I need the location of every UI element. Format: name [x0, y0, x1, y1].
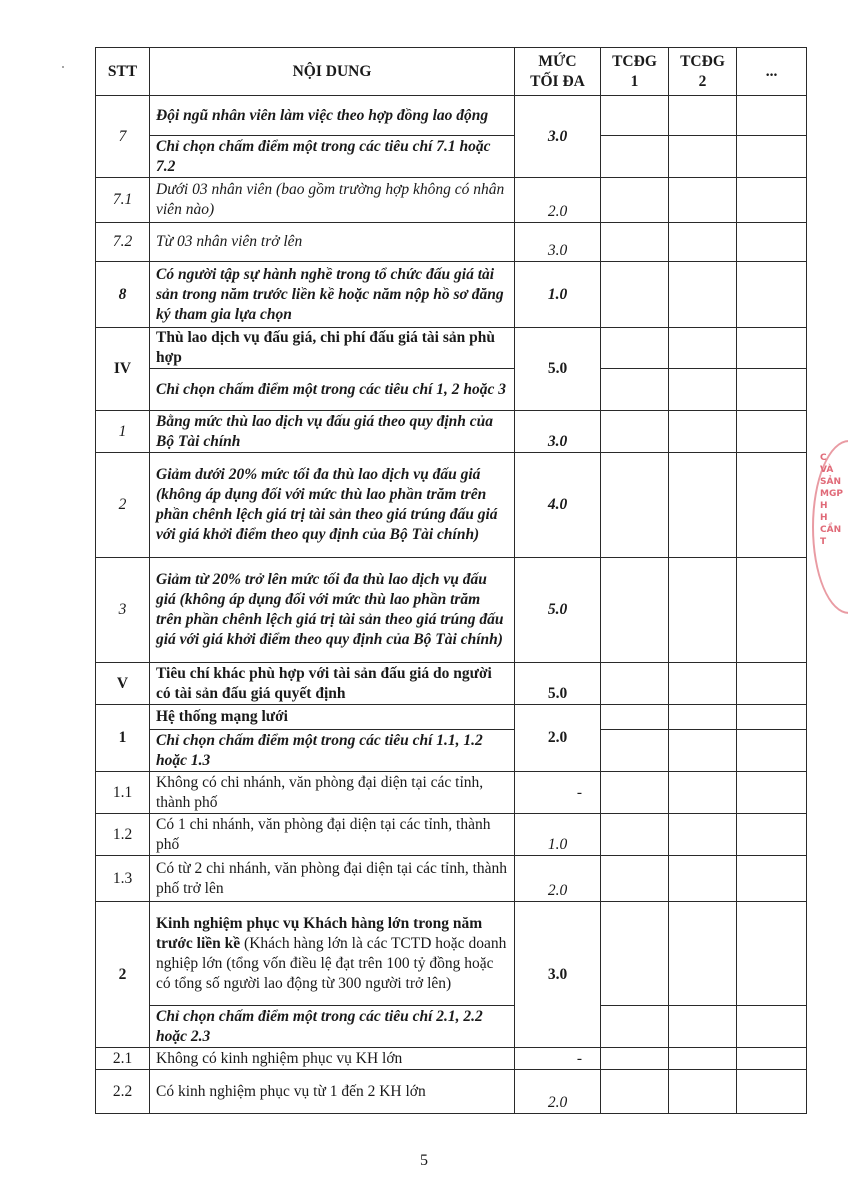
tcdg2-cell	[669, 705, 737, 730]
more-cell	[737, 223, 807, 262]
table-row	[96, 558, 807, 663]
tcdg1-cell	[601, 730, 669, 772]
tcdg2-cell	[669, 453, 737, 558]
stt-cell: 1	[96, 705, 150, 772]
more-cell	[737, 369, 807, 411]
tcdg2-cell	[669, 730, 737, 772]
stamp-text	[820, 452, 848, 548]
content-cell: Giảm dưới 20% mức tối đa thù lao dịch vụ đấu giá (không áp dụng đối với mức thù lao phần trăm trên phần chênh lệch giá trị tài sản theo giá trúng đấu giá với giá khởi điểm theo quy định của Bộ Tài chính)	[150, 453, 515, 558]
max-cell: -	[515, 772, 601, 814]
tcdg2-cell	[669, 772, 737, 814]
table-row	[96, 411, 807, 453]
stt-cell: 8	[96, 262, 150, 328]
stt-cell: 2	[96, 453, 150, 558]
content-cell: Có 1 chi nhánh, văn phòng đại diện tại các tỉnh, thành phố	[150, 814, 515, 856]
stt-cell: 1	[96, 411, 150, 453]
content-cell: Đội ngũ nhân viên làm việc theo hợp đồng lao động	[150, 96, 515, 136]
table-row	[96, 814, 807, 856]
max-cell: -	[515, 1048, 601, 1070]
stt-cell: 7	[96, 96, 150, 178]
tcdg2-cell	[669, 814, 737, 856]
stt-cell: 3	[96, 558, 150, 663]
content-cell: Dưới 03 nhân viên (bao gồm trường hợp không có nhân viên nào)	[150, 178, 515, 223]
tcdg1-cell	[601, 262, 669, 328]
max-cell: 3.0	[515, 902, 601, 1048]
tcdg1-cell	[601, 1070, 669, 1114]
tcdg2-cell	[669, 136, 737, 178]
stt-cell: 1.2	[96, 814, 150, 856]
tcdg1-cell	[601, 136, 669, 178]
content-cell: Không có chi nhánh, văn phòng đại diện tại các tỉnh, thành phố	[150, 772, 515, 814]
max-cell: 5.0	[515, 558, 601, 663]
content-cell: Giảm từ 20% trở lên mức tối đa thù lao dịch vụ đấu giá (không áp dụng đối với mức thù lao phần trăm trên phần chênh lệch giá trị tài sản theo giá trúng đấu giá với giá khởi điểm theo quy định của Bộ Tài chính)	[150, 558, 515, 663]
max-cell: 3.0	[515, 411, 601, 453]
stt-cell: 2.2	[96, 1070, 150, 1114]
tcdg1-cell	[601, 369, 669, 411]
stt-cell: 1.3	[96, 856, 150, 902]
stamp-line: MGP	[820, 489, 843, 499]
tcdg2-cell	[669, 1048, 737, 1070]
tcdg2-cell	[669, 1070, 737, 1114]
header-content: NỘI DUNG	[150, 48, 515, 96]
content-cell: Hệ thống mạng lưới	[150, 705, 515, 730]
table-row	[96, 663, 807, 705]
max-cell: 2.0	[515, 705, 601, 772]
tcdg1-cell	[601, 902, 669, 1006]
max-cell: 3.0	[515, 223, 601, 262]
content-cell: Không có kinh nghiệm phục vụ KH lớn	[150, 1048, 515, 1070]
max-cell: 2.0	[515, 178, 601, 223]
more-cell	[737, 558, 807, 663]
stamp-line: VÀ	[820, 465, 834, 475]
more-cell	[737, 902, 807, 1006]
note-cell: Chỉ chọn chấm điểm một trong các tiêu chí 1.1, 1.2 hoặc 1.3	[150, 730, 515, 772]
more-cell	[737, 262, 807, 328]
more-cell	[737, 772, 807, 814]
table-row	[96, 369, 807, 411]
tcdg1-cell	[601, 96, 669, 136]
max-cell: 5.0	[515, 328, 601, 411]
max-cell: 2.0	[515, 856, 601, 902]
more-cell	[737, 856, 807, 902]
note-cell: Chỉ chọn chấm điểm một trong các tiêu chí 7.1 hoặc 7.2	[150, 136, 515, 178]
content-bold: Kinh nghiệm phục vụ Khách hàng lớn trong năm trước liền kề	[156, 914, 483, 952]
more-cell	[737, 1048, 807, 1070]
content-cell: Có từ 2 chi nhánh, văn phòng đại diện tại các tỉnh, thành phố trở lên	[150, 856, 515, 902]
tcdg1-cell	[601, 453, 669, 558]
content-cell: Có kinh nghiệm phục vụ từ 1 đến 2 KH lớn	[150, 1070, 515, 1114]
more-cell	[737, 178, 807, 223]
stt-cell: V	[96, 663, 150, 705]
tcdg2-cell	[669, 328, 737, 369]
note-cell: Chỉ chọn chấm điểm một trong các tiêu chí 1, 2 hoặc 3	[150, 369, 515, 411]
tcdg2-cell	[669, 856, 737, 902]
tcdg2-cell	[669, 1006, 737, 1048]
tcdg2-cell	[669, 411, 737, 453]
header-row	[96, 48, 807, 96]
table-row	[96, 902, 807, 1006]
tcdg1-cell	[601, 856, 669, 902]
more-cell	[737, 453, 807, 558]
stt-cell: 7.1	[96, 178, 150, 223]
stt-cell: 1.1	[96, 772, 150, 814]
stamp-line: C	[820, 453, 827, 463]
tcdg1-cell	[601, 1006, 669, 1048]
max-cell: 4.0	[515, 453, 601, 558]
stamp-line: H	[820, 513, 828, 523]
tcdg1-cell	[601, 1048, 669, 1070]
table-row	[96, 1070, 807, 1114]
header-stt: STT	[96, 48, 150, 96]
table-row	[96, 328, 807, 369]
header-more: ...	[737, 48, 807, 96]
content-cell: Thù lao dịch vụ đấu giá, chi phí đấu giá tài sản phù hợp	[150, 328, 515, 369]
stt-cell: 7.2	[96, 223, 150, 262]
stt-cell: 2.1	[96, 1048, 150, 1070]
tcdg1-cell	[601, 178, 669, 223]
header-tcdg-2: TCĐG 2	[669, 48, 737, 96]
table-row	[96, 223, 807, 262]
more-cell	[737, 1070, 807, 1114]
tcdg1-cell	[601, 411, 669, 453]
header-max: MỨC TỐI ĐA	[515, 48, 601, 96]
tcdg2-cell	[669, 178, 737, 223]
max-cell: 5.0	[515, 663, 601, 705]
more-cell	[737, 705, 807, 730]
max-cell: 2.0	[515, 1070, 601, 1114]
table-row	[96, 856, 807, 902]
stamp-line: H	[820, 501, 828, 511]
tcdg1-cell	[601, 558, 669, 663]
content-cell	[150, 902, 515, 1006]
tcdg2-cell	[669, 902, 737, 1006]
stt-cell: 2	[96, 902, 150, 1048]
content-regular: (Khách hàng lớn là các TCTD hoặc doanh nghiệp lớn (tổng vốn điều lệ đạt trên 100 tỷ đồng hoặc có tổng số người lao động từ 300 người trở lên)	[156, 934, 507, 992]
table-row	[96, 705, 807, 730]
tcdg2-cell	[669, 262, 737, 328]
table-row	[96, 730, 807, 772]
content-cell: Tiêu chí khác phù hợp với tài sản đấu giá do người có tài sản đấu giá quyết định	[150, 663, 515, 705]
table-row	[96, 453, 807, 558]
more-cell	[737, 136, 807, 178]
content-cell: Có người tập sự hành nghề trong tổ chức đấu giá tài sản trong năm trước liền kề hoặc năm nộp hồ sơ đăng ký tham gia lựa chọn	[150, 262, 515, 328]
content-cell: Bằng mức thù lao dịch vụ đấu giá theo quy định của Bộ Tài chính	[150, 411, 515, 453]
table-row	[96, 136, 807, 178]
max-cell: 1.0	[515, 262, 601, 328]
tcdg1-cell	[601, 705, 669, 730]
more-cell	[737, 663, 807, 705]
table-row	[96, 772, 807, 814]
table-row	[96, 1048, 807, 1070]
tcdg1-cell	[601, 814, 669, 856]
max-cell: 3.0	[515, 96, 601, 178]
more-cell	[737, 96, 807, 136]
tcdg1-cell	[601, 328, 669, 369]
content-cell: Từ 03 nhân viên trở lên	[150, 223, 515, 262]
table-row	[96, 262, 807, 328]
header-tcdg-1: TCĐG 1	[601, 48, 669, 96]
table-row	[96, 96, 807, 136]
stt-cell: IV	[96, 328, 150, 411]
tcdg2-cell	[669, 558, 737, 663]
more-cell	[737, 328, 807, 369]
more-cell	[737, 814, 807, 856]
page-number: 5	[420, 1152, 428, 1169]
criteria-table	[95, 47, 807, 1114]
tcdg2-cell	[669, 663, 737, 705]
tcdg1-cell	[601, 772, 669, 814]
stamp-line: CẦN T	[820, 525, 842, 547]
tcdg1-cell	[601, 663, 669, 705]
stamp-line: SẢN	[820, 477, 841, 487]
more-cell	[737, 411, 807, 453]
more-cell	[737, 1006, 807, 1048]
tcdg2-cell	[669, 369, 737, 411]
scan-speck	[62, 66, 64, 68]
tcdg2-cell	[669, 223, 737, 262]
tcdg2-cell	[669, 96, 737, 136]
note-cell: Chỉ chọn chấm điểm một trong các tiêu chí 2.1, 2.2 hoặc 2.3	[150, 1006, 515, 1048]
table-row	[96, 1006, 807, 1048]
max-cell: 1.0	[515, 814, 601, 856]
more-cell	[737, 730, 807, 772]
table-row	[96, 178, 807, 223]
tcdg1-cell	[601, 223, 669, 262]
